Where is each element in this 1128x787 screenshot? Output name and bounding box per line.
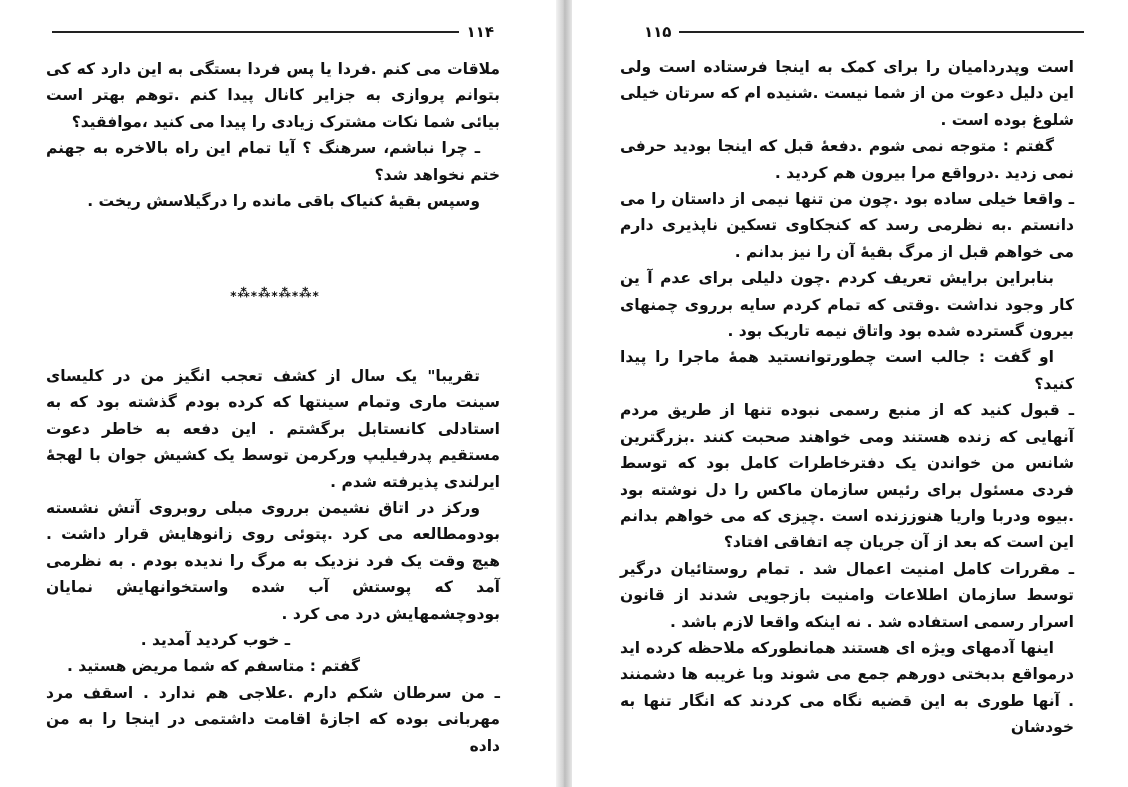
paragraph: ـ چرا نباشم، سرهنگ ؟ آیا تمام این راه بالاخره به جهنم ختم نخواهد شد؟ xyxy=(46,139,500,184)
header-rule xyxy=(679,31,1084,33)
book-gutter xyxy=(556,0,572,787)
paragraph: ـ خوب کردید آمدید . xyxy=(140,631,290,650)
paragraph: گفتم : متاسفم که شما مریض هستید . xyxy=(66,657,360,676)
right-main-text xyxy=(620,54,1074,741)
paragraph: ملاقات می کنم .فردا یا پس فردا بستگی به این دارد که کی بتوانم پروازی به جزایر کانال پیدا کنم .توهم بهتر است بیائی شما نکات مشترک زیادی را پیدا می کنید ،موافقید؟ xyxy=(46,60,500,131)
paragraph: ـ من سرطان شکم دارم .علاجی هم ندارد . اسقف مرد مهربانی بوده که اجازهٔ اقامت داشتمی در اینجا را به من داده xyxy=(46,683,500,755)
paragraph: او گفت : جالب است چطورتوانستید همهٔ ماجرا را پیدا کنید؟ xyxy=(620,348,1074,393)
paragraph: گفتم : متوجه نمی شوم .دفعهٔ قبل که اینجا بودید حرفی نمی زدید .درواقع مرا بیرون هم کردید . xyxy=(620,137,1074,182)
section-divider-ornament: ⁎⁂⁎⁂⁎⁂⁎⁂⁎ xyxy=(230,286,320,300)
header-rule xyxy=(52,31,459,33)
right-page xyxy=(572,0,1128,787)
paragraph: ورکز در اتاق نشیمن برروی مبلی روبروی آتش نشسته بودومطالعه می کرد .پتوئی روی زانوهایش قرار داشت . هیچ وقت یک فرد نزدیک به مرگ را ندیده بودم . به نظرمی آمد که پوستش آب شده واستخوانهایش نمایان بودوچشمهایش درد می کرد . xyxy=(46,499,500,623)
left-top-text xyxy=(46,56,500,214)
paragraph: اینها آدمهای ویژه ای هستند همانطورکه ملاحظه کرده اید درمواقع بدبختی دورهم جمع می شوند وبا غریبه ها دشمنند . آنها طوری به این قضیه نگاه می کردند که انگار تنها به خودشان xyxy=(620,638,1074,737)
paragraph: بنابراین برایش تعریف کردم .چون دلیلی برای عدم آ ین کار وجود نداشت .وقتی که تمام کردم سایه برروی چمنهای بیرون گسترده شده بود واتاق نیمه تاریک بود . xyxy=(620,269,1074,341)
paragraph: وسپس بقیهٔ کنیاک باقی مانده را درگیلاسش ریخت . xyxy=(87,192,480,211)
page-number: ۱۱۴ xyxy=(466,23,494,41)
left-bottom-text xyxy=(46,363,500,759)
left-page xyxy=(0,0,556,787)
paragraph: ـ مقررات کامل امنیت اعمال شد . تمام روستائیان درگیر توسط سازمان اطلاعات وامنیت بازجویی شدند از قانون اسرار رسمی استفاده شد . نه اینکه واقعا لازم باشد . xyxy=(620,559,1074,631)
paragraph: است وپدردامیان را برای کمک به اینجا فرستاده است ولی این دلیل دعوت من از شما نیست .شنیده ام که سرتان خیلی شلوغ بوده است . xyxy=(620,58,1074,129)
page-number: ۱۱۵ xyxy=(644,23,672,41)
paragraph: ـ قبول کنید که از منبع رسمی نبوده تنها از طریق مردم آنهایی که زنده هستند ومی خواهند صحبت کنند .بزرگترین شانس من خواندن یک دفترخاطرات کامل بود که توسط فردی مسئول برای رئیس سازمان ماکس را دل نوشته بود .بیوه ودربا واریا هنوززنده است .چیزی که می خواهم بدانم این است که بعد از آن جریان چه اتفاقی افتاد؟ xyxy=(620,401,1074,552)
right-page-header xyxy=(636,22,1084,42)
paragraph: ـ واقعا خیلی ساده بود .چون من تنها نیمی از داستان را می دانستم .به نظرمی رسد که کنجکاوی تسکین ناپذیری دارم می خواهم قبل از مرگ بقیهٔ آن را نیز بدانم . xyxy=(620,190,1074,261)
left-page-header xyxy=(52,22,502,42)
paragraph: تقریبا" یک سال از کشف تعجب انگیز من در کلیسای سینت ماری وتمام سینتها که کرده بودم گذشته بود که به استادلی کانستابل برگشتم . این دفعه به خاطر دعوت مستقیم پدرفیلیپ ورکرمن توسط یک کشیش جوان با لهجهٔ ایرلندی پذیرفته شدم . xyxy=(46,367,500,491)
